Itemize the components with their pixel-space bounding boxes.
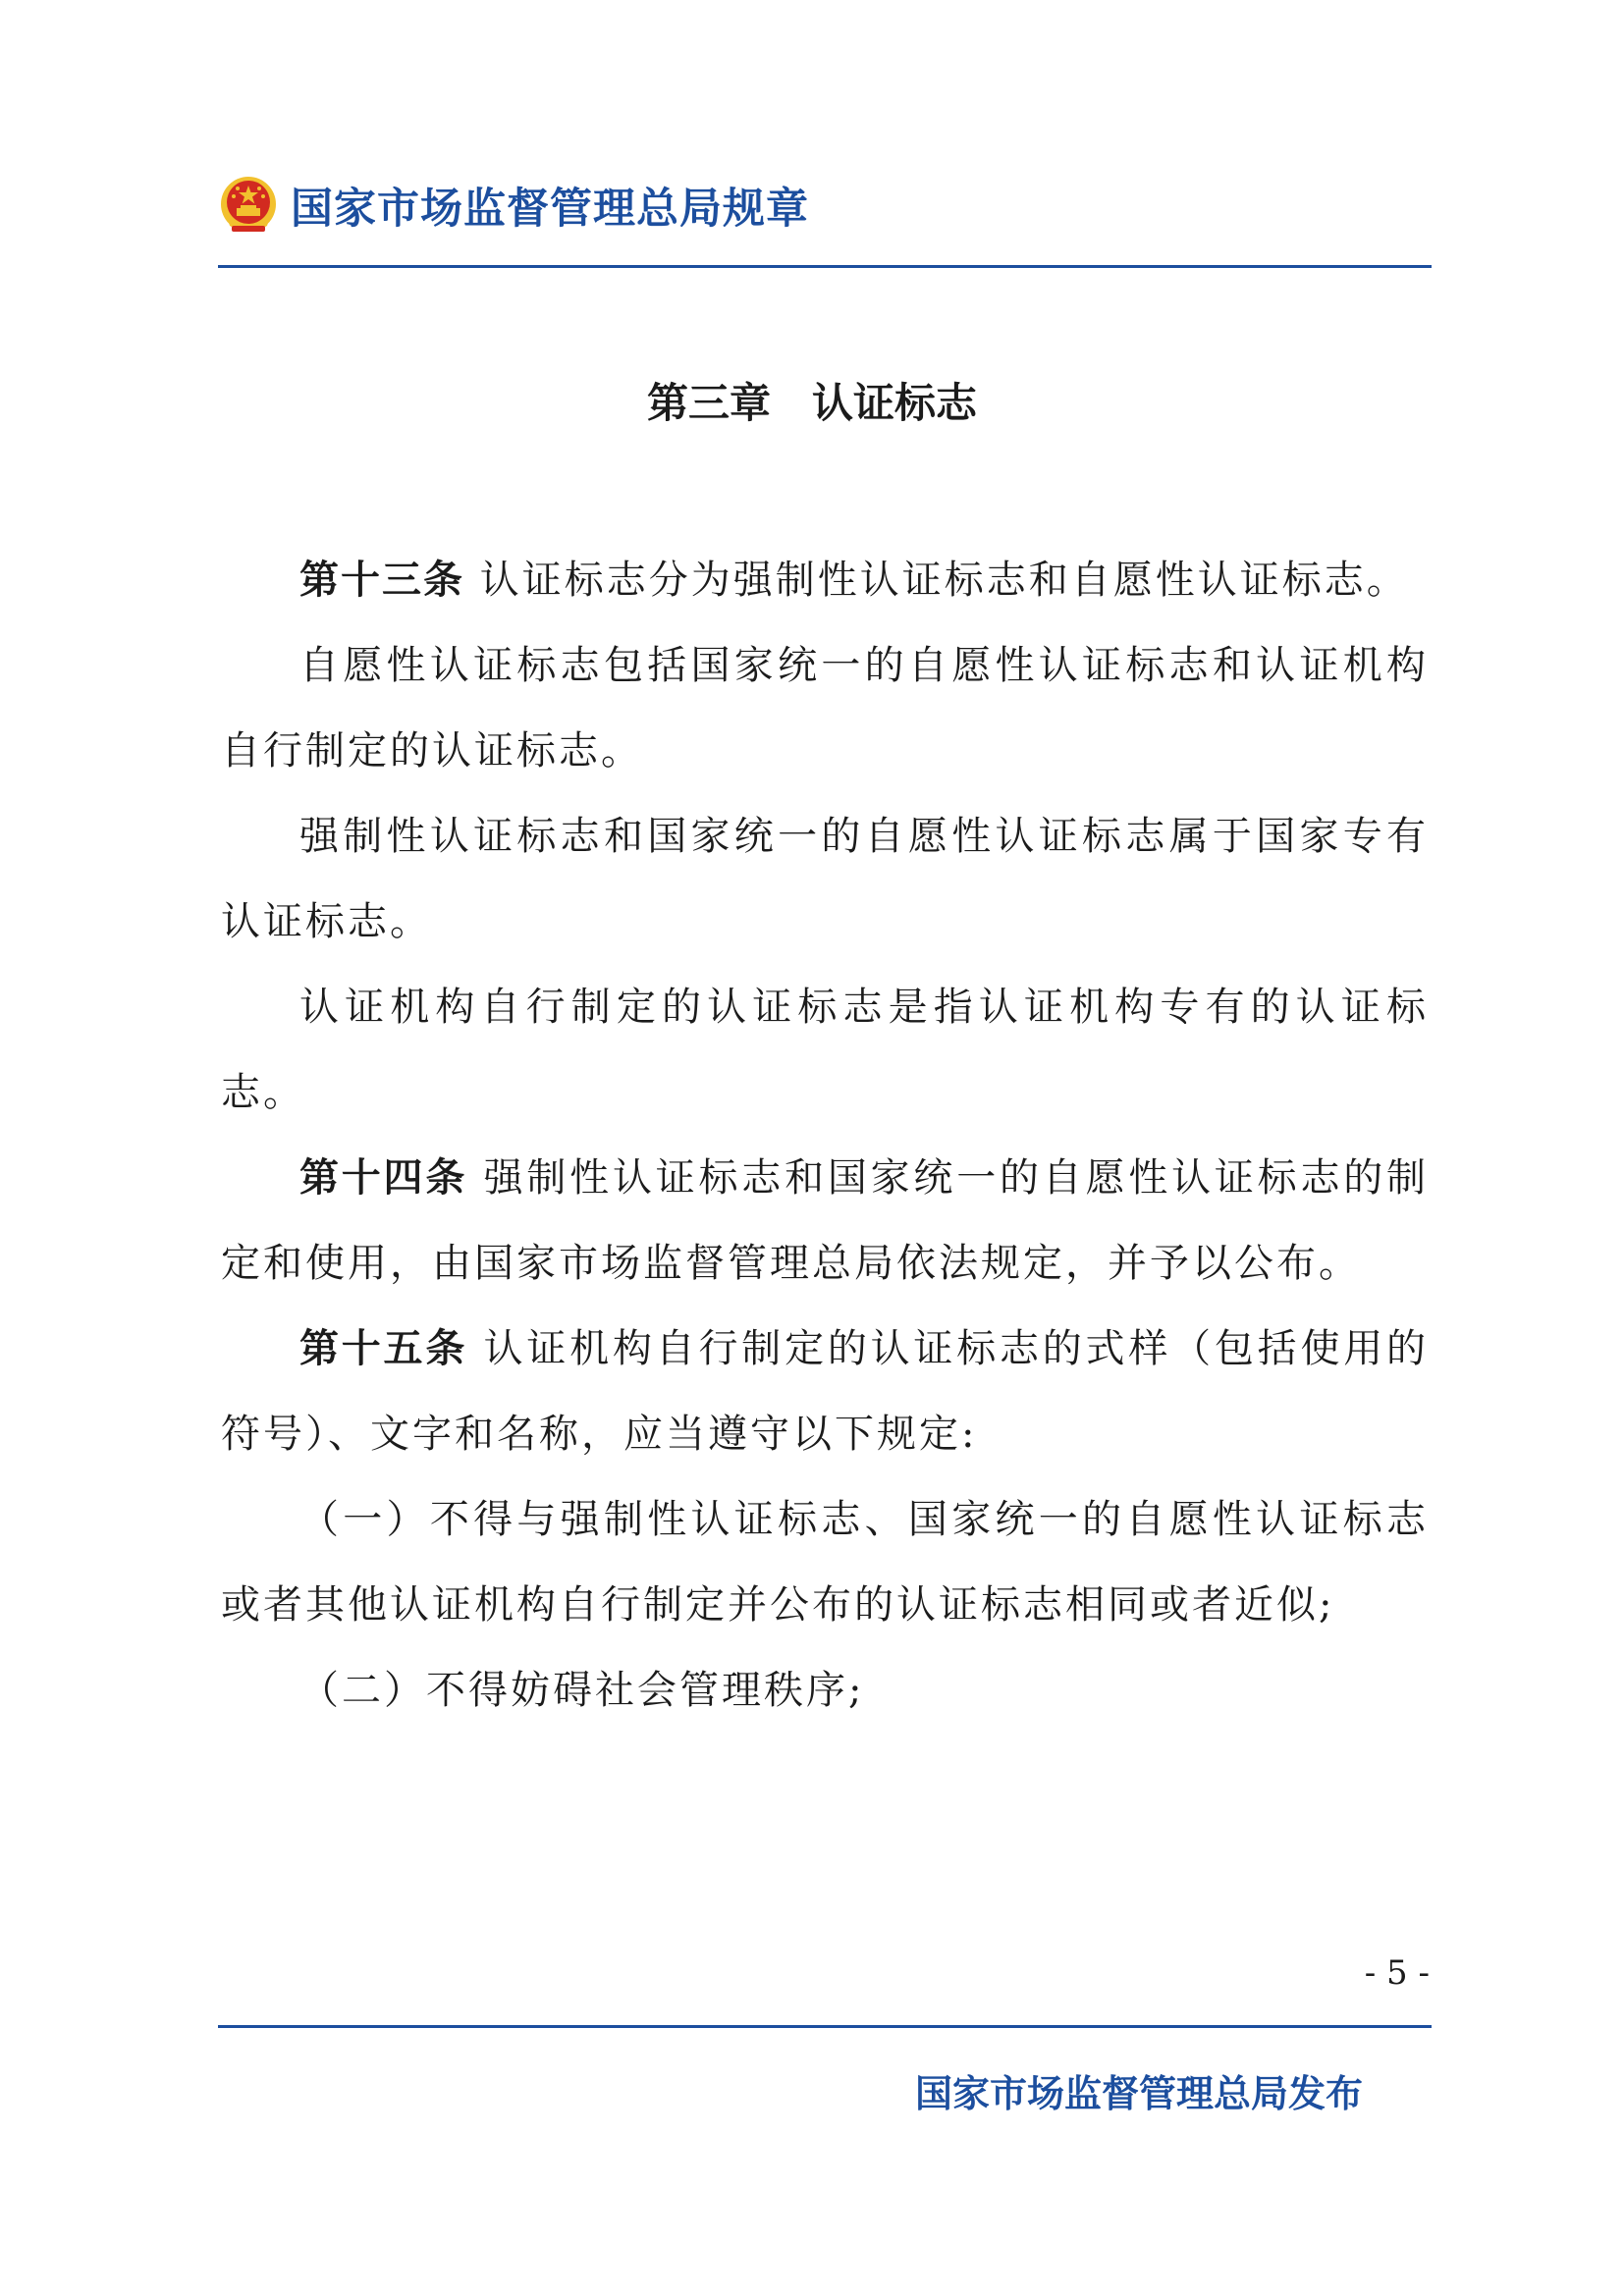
paragraph-text: 强制性认证标志和国家统一的自愿性认证标志属于国家专有认证标志。 <box>221 814 1429 944</box>
paragraph-text: 认证机构自行制定的认证标志是指认证机构专有的认证标志。 <box>221 985 1429 1115</box>
paragraph <box>221 965 1429 1136</box>
paragraph <box>221 538 1429 623</box>
page-number: - 5 - <box>1364 1953 1430 1993</box>
article-number: 第十三条 <box>299 558 464 603</box>
paragraph <box>221 794 1429 965</box>
footer-divider <box>218 2025 1432 2028</box>
paragraph-text: 认证标志分为强制性认证标志和自愿性认证标志。 <box>479 558 1409 603</box>
paragraph <box>221 1307 1429 1477</box>
paragraph-text: 自愿性认证标志包括国家统一的自愿性认证标志和认证机构自行制定的认证标志。 <box>221 643 1429 774</box>
chapter-title: 第三章 认证标志 <box>646 379 977 427</box>
paragraph-text: （二）不得妨碍社会管理秩序; <box>299 1668 865 1713</box>
document-body <box>221 538 1429 1734</box>
paragraph-text: 强制性认证标志和国家统一的自愿性认证标志的制定和使用，由国家市场监督管理总局依法规定，并予以公布。 <box>221 1155 1430 1286</box>
header-title: 国家市场监督管理总局规章 <box>291 184 809 234</box>
footer-publisher: 国家市场监督管理总局发布 <box>914 2072 1363 2115</box>
paragraph-text: 认证机构自行制定的认证标志的式样（包括使用的符号）、文字和名称，应当遵守以下规定: <box>221 1326 1430 1457</box>
paragraph <box>221 1136 1429 1307</box>
national-emblem-icon <box>218 175 279 236</box>
paragraph <box>221 1648 1429 1734</box>
paragraph <box>221 1477 1429 1648</box>
paragraph-text: （一）不得与强制性认证标志、国家统一的自愿性认证标志或者其他认证机构自行制定并公布的认证标志相同或者近似; <box>221 1497 1429 1628</box>
article-number: 第十五条 <box>299 1326 468 1371</box>
header-divider <box>218 265 1432 268</box>
page-header <box>218 175 809 236</box>
article-number: 第十四条 <box>299 1155 468 1201</box>
paragraph <box>221 623 1429 794</box>
